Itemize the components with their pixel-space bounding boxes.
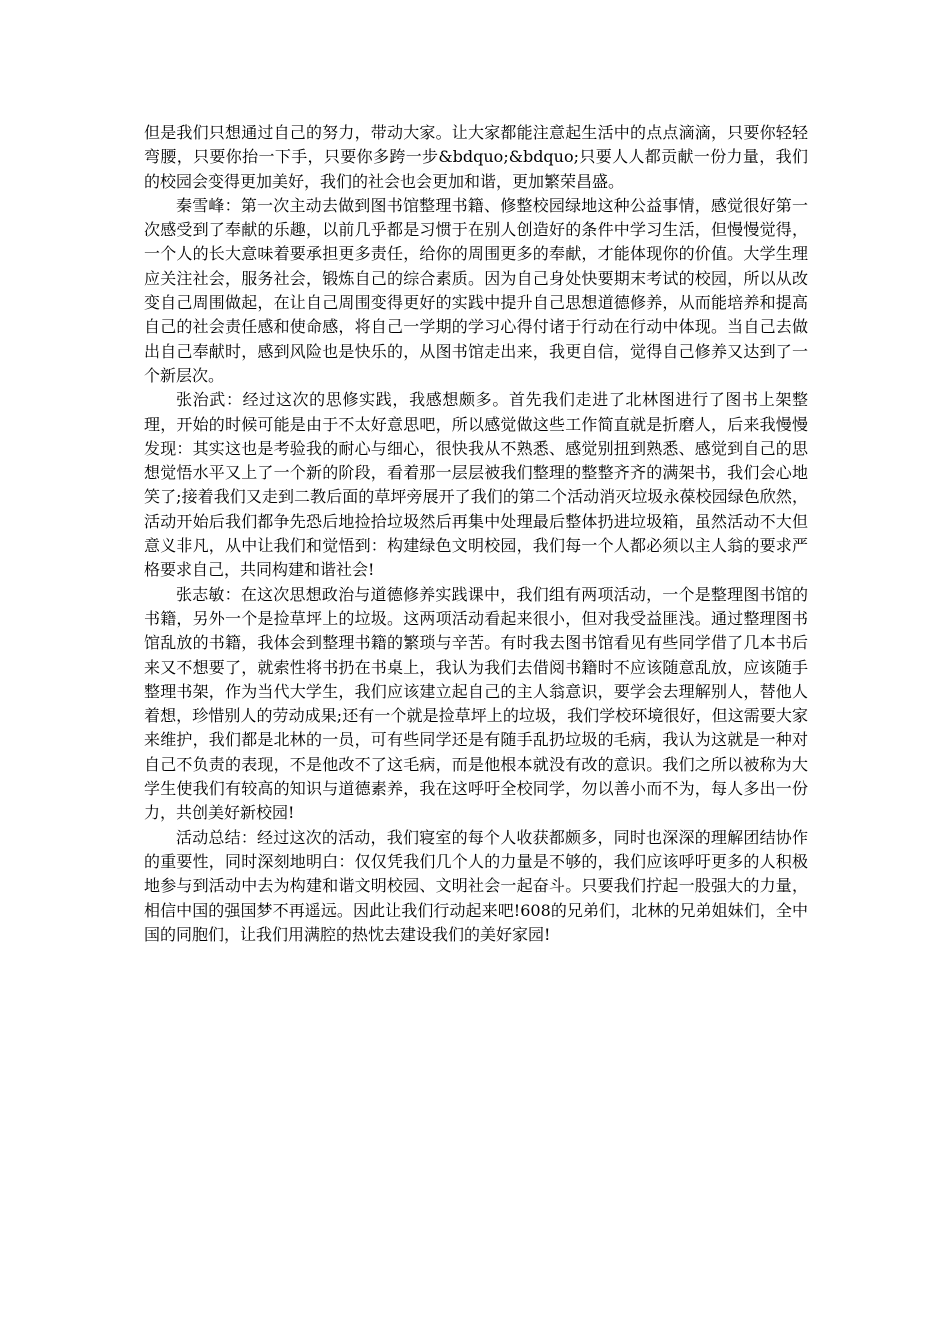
paragraph-qin-xuefeng: 秦雪峰：第一次主动去做到图书馆整理书籍、修整校园绿地这种公益事情，感觉很好第一次感受到了奉献的乐趣，以前几乎都是习惯于在别人创造好的条件中学习生活，但慢慢觉得，一个人的长大意味着要承担更多责任，给你的周围更多的奉献，才能体现你的价值。大学生理应关注社会，服务社会，锻炼自己的综合素质。因为自己身处快要期末考试的校园，所以从改变自己周围做起，在让自己周围变得更好的实践中提升自己思想道德修养，从而能培养和提高自己的社会责任感和使命感，将自己一学期的学习心得付诸于行动在行动中体现。当自己去做出自己奉献时，感到风险也是快乐的，从图书馆走出来，我更自信，觉得自己修养又达到了一个新层次。 bbox=[144, 195, 808, 385]
paragraph-activity-summary: 活动总结：经过这次的活动，我们寝室的每个人收获都颇多，同时也深深的理解团结协作的重要性，同时深刻地明白：仅仅凭我们几个人的力量是不够的，我们应该呼吁更多的人积极地参与到活动中去为构建和谐文明校园、文明社会一起奋斗。只要我们拧起一股强大的力量，相信中国的强国梦不再遥远。因此让我们行动起来吧!608的兄弟们，北林的兄弟姐妹们，全中国的同胞们，让我们用满腔的热忱去建设我们的美好家园! bbox=[144, 827, 808, 944]
document-body bbox=[144, 121, 808, 947]
paragraph-zhang-zhiwu: 张治武：经过这次的思修实践，我感想颇多。首先我们走进了北林图进行了图书上架整理，开始的时候可能是由于不太好意思吧，所以感觉做这些工作简直就是折磨人，后来我慢慢发现：其实这也是考验我的耐心与细心，很快我从不熟悉、感觉别扭到熟悉、感觉到自己的思想觉悟水平又上了一个新的阶段，看着那一层层被我们整理的整整齐齐的满架书，我们会心地笑了;接着我们又走到二教后面的草坪旁展开了我们的第二个活动消灭垃圾永葆校园绿色欣然，活动开始后我们都争先恐后地捡拾垃圾然后再集中处理最后整体扔进垃圾箱，虽然活动不大但意义非凡，从中让我们和觉悟到：构建绿色文明校园，我们每一个人都必须以主人翁的要求严格要求自己，共同构建和谐社会! bbox=[144, 390, 808, 580]
paragraph-zhang-zhimin: 张志敏：在这次思想政治与道德修养实践课中，我们组有两项活动，一个是整理图书馆的书籍，另外一个是捡草坪上的垃圾。这两项活动看起来很小，但对我受益匪浅。通过整理图书馆乱放的书籍，我体会到整理书籍的繁琐与辛苦。有时我去图书馆看见有些同学借了几本书后来又不想要了，就索性将书扔在书桌上，我认为我们去借阅书籍时不应该随意乱放，应该随手整理书架，作为当代大学生，我们应该建立起自己的主人翁意识，要学会去理解别人，替他人着想，珍惜别人的劳动成果;还有一个就是捡草坪上的垃圾，我们学校环境很好，但这需要大家来维护，我们都是北林的一员，可有些同学还是有随手乱扔垃圾的毛病，我认为这就是一种对自己不负责的表现，不是他改不了这毛病，而是他根本就没有改的意识。我们之所以被称为大学生使我们有较高的知识与道德素养，我在这呼吁全校同学，勿以善小而不为，每人多出一份力，共创美好新校园! bbox=[144, 584, 808, 823]
paragraph-intro-continuation: 但是我们只想通过自己的努力，带动大家。让大家都能注意起生活中的点点滴滴，只要你轻轻弯腰，只要你抬一下手，只要你多跨一步&bdquo;&bdquo;只要人人都贡献一份力量，我们的校园会变得更加美好，我们的社会也会更加和谐，更加繁荣昌盛。 bbox=[144, 123, 808, 191]
